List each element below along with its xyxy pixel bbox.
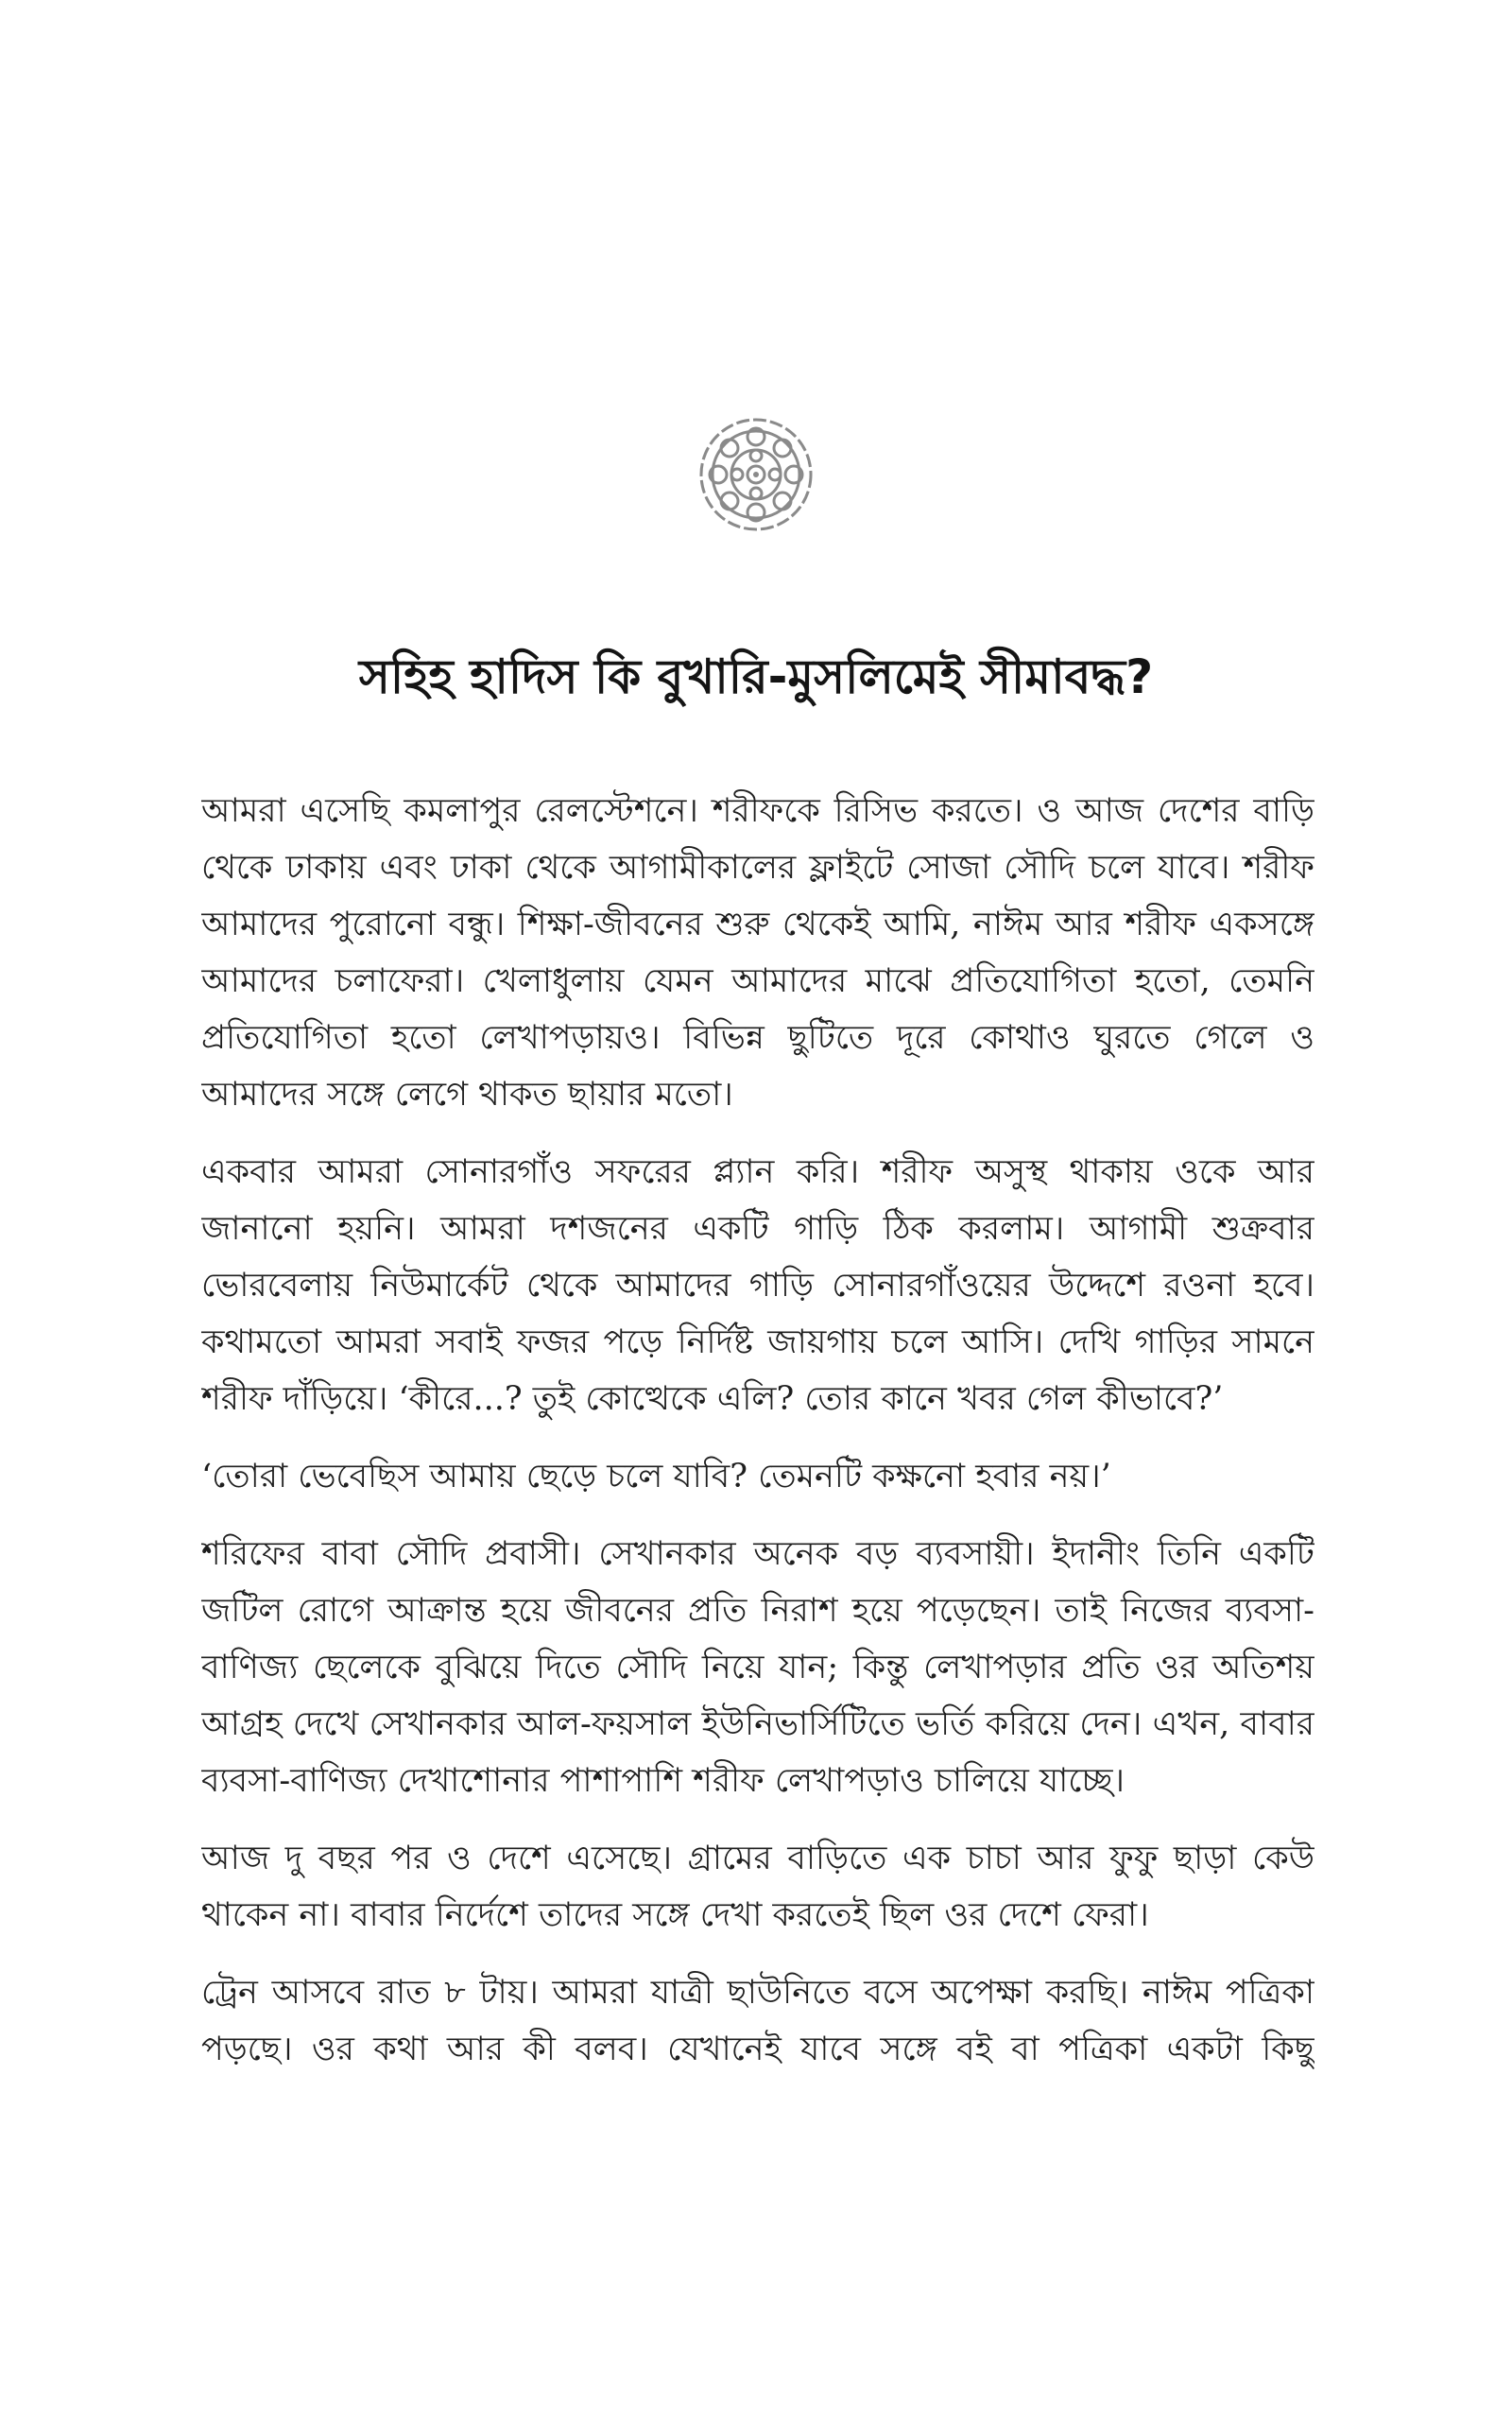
paragraph: ট্রেন আসবে রাত ৮ টায়। আমরা যাত্রী ছাউনিতে বসে অপেক্ষা করছি। নাঈম পত্রিকা পড়ছে। ওর কথা আর কী বলব। যেখানেই যাবে সঙ্গে বই বা পত্রিকা একটা কিছু <box>201 1974 1314 2068</box>
chapter-title: সহিহ হাদিস কি বুখারি-মুসলিমেই সীমাবদ্ধ? <box>358 649 1154 704</box>
paragraph: ‘তোরা ভেবেছিস আমায় ছেড়ে চলে যাবি? তেমনটি কক্ষনো হবার নয়।’ <box>201 1458 1111 1495</box>
paragraph: আমরা এসেছি কমলাপুর রেলস্টেশনে। শরীফকে রিসিভ করতে। ও আজ দেশের বাড়ি থেকে ঢাকায় এবং ঢাকা থেকে আগামীকালের ফ্লাইটে সোজা সৌদি চলে যাবে। শরীফ আমাদের পুরোনো বন্ধু। শিক্ষা-জীবনের শুরু থেকেই আমি, নাঈম আর শরীফ একসঙ্গে আমাদের চলাফেরা। খেলাধুলায় যেমন আমাদের মাঝে প্রতিযোগিতা হতো, তেমনি প্রতিযোগিতা হতো লেখাপড়ায়ও। বিভিন্ন ছুটিতে দূরে কোথাও ঘুরতে গেলে ও আমাদের সঙ্গে লেগে থাকত ছায়ার মতো। <box>201 792 1314 1114</box>
body-text <box>201 783 1314 2352</box>
paragraph: আজ দু বছর পর ও দেশে এসেছে। গ্রামের বাড়িতে এক চাচা আর ফুফু ছাড়া কেউ থাকেন না। বাবার নির্দেশে তাদের সঙ্গে দেখা করতেই ছিল ওর দেশে ফেরা। <box>201 1840 1314 1934</box>
floral-ornament-icon <box>697 416 815 533</box>
paragraph: একবার আমরা সোনারগাঁও সফরের প্ল্যান করি। শরীফ অসুস্থ থাকায় ওকে আর জানানো হয়নি। আমরা দশজনের একটি গাড়ি ঠিক করলাম। আগামী শুক্রবার ভোরবেলায় নিউমার্কেট থেকে আমাদের গাড়ি সোনারগাঁওয়ের উদ্দেশে রওনা হবে। কথামতো আমরা সবাই ফজর পড়ে নির্দিষ্ট জায়গায় চলে আসি। দেখি গাড়ির সামনে শরীফ দাঁড়িয়ে। ‘কীরে...? তুই কোত্থেকে এলি? তোর কানে খবর গেল কীভাবে?’ <box>201 1153 1314 1418</box>
paragraph: শরিফের বাবা সৌদি প্রবাসী। সেখানকার অনেক বড় ব্যবসায়ী। ইদানীং তিনি একটি জটিল রোগে আক্রান্ত হয়ে জীবনের প্রতি নিরাশ হয়ে পড়েছেন। তাই নিজের ব্যবসা-বাণিজ্য ছেলেকে বুঝিয়ে দিতে সৌদি নিয়ে যান; কিন্তু লেখাপড়ার প্রতি ওর অতিশয় আগ্রহ দেখে সেখানকার আল-ফয়সাল ইউনিভার্সিটিতে ভর্তি করিয়ে দেন। এখন, বাবার ব্যবসা-বাণিজ্য দেখাশোনার পাশাপাশি শরীফ লেখাপড়াও চালিয়ে যাচ্ছে। <box>201 1535 1314 1800</box>
